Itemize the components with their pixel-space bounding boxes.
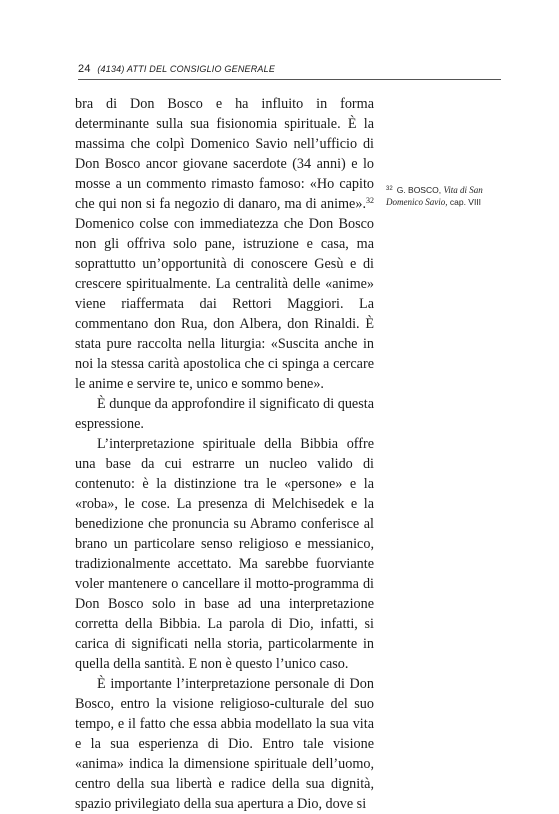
footnote-number: 32 [386,186,393,192]
header-rule [78,79,501,80]
running-title: (4134) ATTI DEL CONSIGLIO GENERALE [97,64,276,74]
footnote-reference: 32 [366,196,374,205]
paragraph-1 [75,94,374,394]
paragraph-1-text: bra di Don Bosco e ha influito in forma determinante sulla sua fisionomia spirituale. È la massima che colpì Domenico Savio nell’ufficio di Don Bosco ancor giovane sacerdote (34 anni) e lo mosse a un commento rimasto famoso: «Ho capito che qui non si fa negozio di danaro, ma di anime». [75,96,374,212]
paragraph-3: L’interpretazione spirituale della Bibbia offre una base da cui estrarre un nucleo valido di contenuto: è la distinzione tra le «persone» e la «roba», le cose. La presenza di Melchisedek e la benedizione che pronuncia su Abramo conferisce al brano un particolare senso religioso e messianico, tradizionalmente accettato. Ma sarebbe fuorviante voler mantenere o cancellare il motto-programma di Don Bosco solo in base ad una interpretazione corretta della Bibbia. La parola di Dio, infatti, si carica di significati nella storia, particolarmente in quella della santità. E non è questo l’unico caso. [75,436,374,672]
page-number: 24 [78,63,91,75]
footnote-title: Vita di San Domenico Savio, [386,185,483,207]
footnote-author: G. BOSCO, [396,185,442,195]
side-footnote [386,183,506,208]
footnote-location: cap. VIII [449,197,482,207]
paragraph-2: È dunque da approfondire il significato di questa espressione. [75,396,374,432]
paragraph-1-text-cont: Domenico colse con immediatezza che Don Bosco non gli offriva solo pane, istruzione e casa, ma soprattutto un’opportunità di conoscere Gesù e di crescere spiritualmente. La centralità delle «anime» viene riaffermata dai Rettori Maggiori. La commentano don Rua, don Albera, don Rinaldi. È stata pure raccolta nella liturgia: «Suscita anche in noi la stessa carità apostolica che ci spinga a cercare le anime e servire te, unico e sommo bene». [75,216,374,392]
running-header [78,63,501,75]
main-text [75,94,374,814]
paragraph-4: È importante l’interpretazione personale di Don Bosco, entro la visione religioso-culturale del suo tempo, e il fatto che essa abbia modellato la sua vita e la sua esperienza di Dio. Entro tale visione «anima» indica la dimensione spirituale dell’uomo, centro della sua libertà e radice della sua dignità, spazio privilegiato della sua apertura a Dio, dove si [75,676,374,812]
